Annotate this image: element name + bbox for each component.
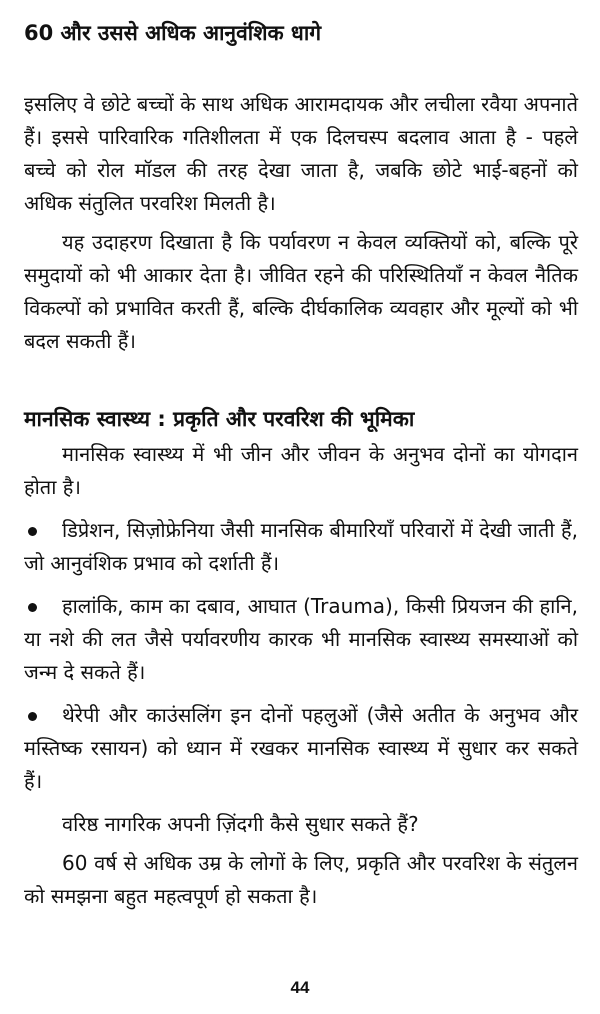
bullet-dot-icon: [24, 699, 62, 732]
section-heading-mental-health: मानसिक स्वास्थ्य : प्रकृति और परवरिश की भूमिका: [24, 407, 415, 431]
bullet-dot-icon: [24, 514, 62, 547]
paragraph-environment-shapes-communities: यह उदाहरण दिखाता है कि पर्यावरण न केवल व्यक्तियों को, बल्कि पूरे समुदायों को भी आकार देता है। जीवित रहने की परिस्थितियाँ न केवल नैतिक विकल्पों को प्रभावित करती हैं, बल्कि दीर्घकालिक व्यवहार और मूल्यों को भी बदल सकती हैं।: [24, 230, 578, 353]
paragraph-senior-balance: 60 वर्ष से अधिक उम्र के लोगों के लिए, प्रकृति और परवरिश के संतुलन को समझना बहुत महत्वपूर्ण हो सकता है।: [24, 851, 578, 908]
bullet-item: [24, 699, 578, 798]
section-heading-genetic-threads: 60 और उससे अधिक आनुवंशिक धागे: [24, 21, 322, 45]
paragraph-family-dynamics: इसलिए वे छोटे बच्चों के साथ अधिक आरामदायक और लचीला रवैया अपनाते हैं। इससे पारिवारिक गतिशीलता में एक दिलचस्प बदलाव आता है - पहले बच्चे को रोल मॉडल की तरह देखा जाता है, जबकि छोटे भाई-बहनों को अधिक संतुलित परवरिश मिलती है।: [24, 92, 578, 215]
paragraph-mental-health-intro: मानसिक स्वास्थ्य में भी जीन और जीवन के अनुभव दोनों का योगदान होता है।: [24, 442, 578, 499]
bullet-text: डिप्रेशन, सिज़ोफ्रेनिया जैसी मानसिक बीमारियाँ परिवारों में देखी जाती हैं, जो आनुवंशिक प्रभाव को दर्शाती हैं।: [24, 518, 578, 575]
bullet-dot-icon: [24, 590, 62, 623]
question-senior-citizens: वरिष्ठ नागरिक अपनी ज़िंदगी कैसे सुधार सकते हैं?: [62, 812, 419, 836]
bullet-text: हालांकि, काम का दबाव, आघात (Trauma), किसी प्रियजन की हानि, या नशे की लत जैसे पर्यावरणीय कारक भी मानसिक स्वास्थ्य समस्याओं को जन्म दे सकते हैं।: [24, 594, 578, 684]
bullet-item: [24, 514, 578, 580]
bullet-item: [24, 590, 578, 689]
bullet-text: थेरेपी और काउंसलिंग इन दोनों पहलुओं (जैसे अतीत के अनुभव और मस्तिष्क रसायन) को ध्यान में रखकर मानसिक स्वास्थ्य में सुधार कर सकते हैं।: [24, 703, 578, 793]
page-number: 44: [290, 978, 310, 997]
